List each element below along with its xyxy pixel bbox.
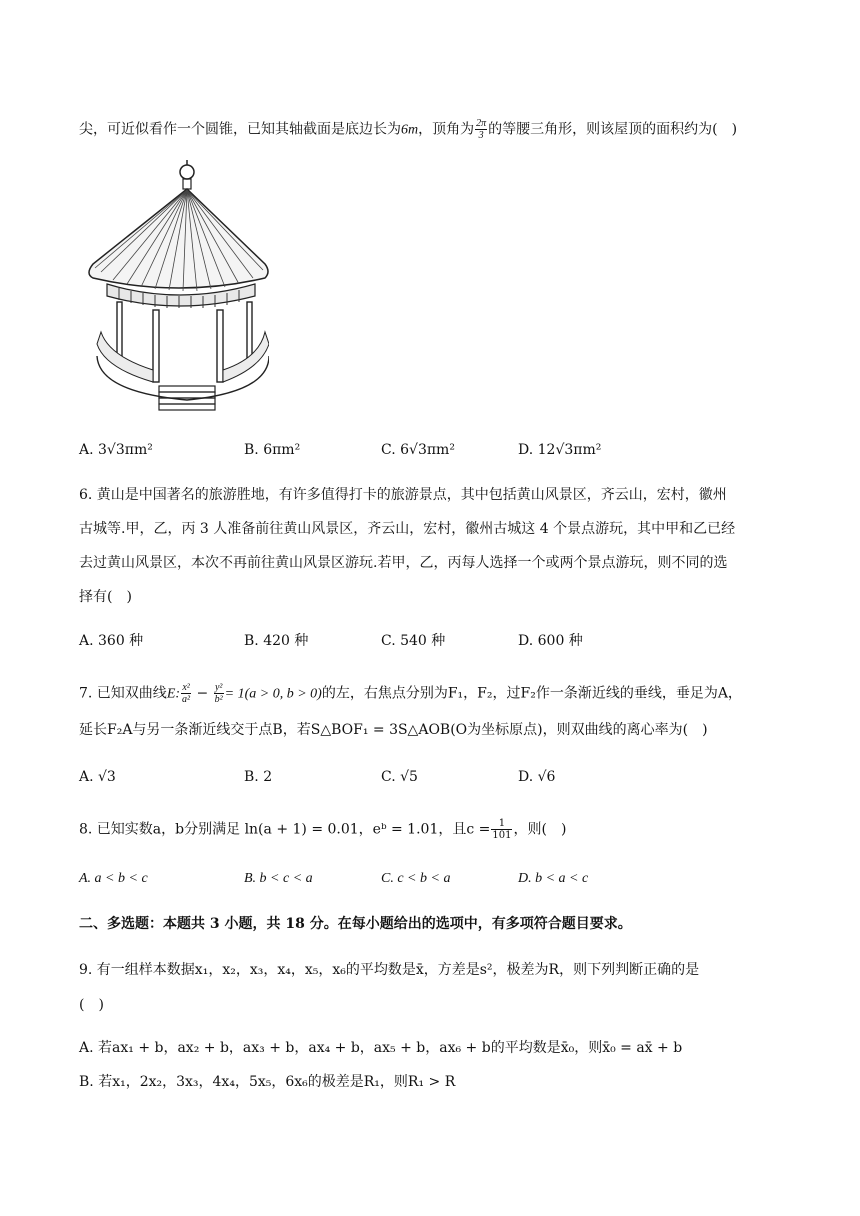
q6-line-4: 择有( ) — [79, 589, 132, 605]
q5-angle-fraction — [475, 118, 487, 141]
q5-option-c: C. 6√3πm² — [381, 442, 455, 458]
q6-line-2: 古城等.甲，乙，丙 3 人准备前往黄山风景区，齐云山，宏村，徽州古城这 4 个景点游玩，其中甲和乙已经 — [79, 521, 736, 537]
q7-option-c: C. √5 — [381, 769, 418, 785]
q8-line-b: ，则( ) — [513, 821, 567, 838]
q7-line-2: 延长F₂A与另一条渐近线交于点B，若S△BOF₁ = 3S△AOB(O为坐标原点)，则双曲线的离心率为( ) — [79, 722, 708, 738]
q5-stem-6m: 6m — [401, 122, 419, 138]
q9-line-1: 9. 有一组样本数据x₁，x₂，x₃，x₄，x₅，x₆的平均数是x̄，方差是s²，极差为R，则下列判断正确的是 — [79, 962, 700, 978]
q7-line-1: 7. 已知双曲线E: $\frac{\text{x²}}{\text{a²}}$ − $\frac{\text{y²}}{\text{b²}}$ = 1(a > 0, b > 0)的左，右焦点分别为F₁，F₂，过F₂作一条渐近线的垂线，垂足为A， — [79, 682, 742, 705]
q6-option-c: C. 540 种 — [381, 633, 446, 649]
q7-option-b: B. 2 — [244, 769, 273, 785]
q5-option-a: A. 3√3πm² — [79, 442, 153, 458]
q5-option-d: D. 12√3πm² — [518, 442, 602, 458]
q8-fraction — [491, 818, 512, 841]
q8-frac-num: 1 — [491, 818, 512, 830]
q8-option-a: A. a < b < c — [79, 871, 148, 886]
q5-frac-num: 2π — [476, 118, 487, 129]
q8-option-d: D. b < a < c — [518, 871, 589, 886]
q7-line1-a: 7. 已知双曲线 — [79, 685, 167, 702]
q8-line-a: 8. 已知实数a，b分别满足 ln(a + 1) = 0.01，eᵇ = 1.01，且c = — [79, 821, 491, 838]
q7-x2: x² — [182, 682, 190, 693]
q9-line-2: ( ) — [79, 997, 104, 1013]
q7-hyperbola-name: E: — [166, 686, 181, 702]
pavilion-illustration-icon — [79, 156, 269, 414]
q6-option-b: B. 420 种 — [244, 633, 309, 649]
q7-equation-rhs: = 1(a > 0, b > 0) — [224, 686, 322, 702]
q7-option-a: A. √3 — [79, 769, 116, 785]
q8-option-c: C. c < b < a — [381, 871, 451, 886]
q7-frac-x — [181, 682, 191, 705]
q5-stem-part1: 尖，可近似看作一个圆锥，已知其轴截面是底边长为 — [79, 121, 401, 138]
q6-option-a: A. 360 种 — [79, 633, 144, 649]
q7-line1-b: 的左，右焦点分别为F₁，F₂，过F₂作一条渐近线的垂线，垂足为A， — [321, 685, 742, 702]
q8-line — [79, 818, 566, 841]
q7-b2: b² — [214, 694, 223, 705]
q8-option-b: B. b < c < a — [244, 871, 313, 886]
q7-y2: y² — [214, 682, 223, 693]
q9-option-a: A. 若ax₁ + b，ax₂ + b，ax₃ + b，ax₄ + b，ax₅ + b，ax₆ + b的平均数是x̄₀，则x̄₀ = ax̄ + b — [79, 1040, 683, 1056]
q7-option-d: D. √6 — [518, 769, 556, 785]
q7-a2: a² — [182, 694, 191, 705]
q5-stem-part2: ，顶角为 — [418, 121, 475, 138]
q7-frac-y — [214, 682, 224, 705]
q5-stem — [79, 118, 737, 141]
q5-frac-den: 3 — [478, 130, 484, 141]
q6-line-1: 6. 黄山是中国著名的旅游胜地，有许多值得打卡的旅游景点，其中包括黄山风景区，齐云山，宏村，徽州 — [79, 487, 727, 503]
q9-option-b: B. 若x₁，2x₂，3x₃，4x₄，5x₅，6x₆的极差是R₁，则R₁ > R — [79, 1074, 456, 1090]
q8-frac-den: 101 — [492, 830, 512, 841]
q6-line-3: 去过黄山风景区，本次不再前往黄山风景区游玩.若甲，乙，丙每人选择一个或两个景点游玩，则不同的选 — [79, 555, 728, 571]
q5-option-b: B. 6πm² — [244, 442, 301, 458]
q5-stem-part3: 的等腰三角形，则该屋顶的面积约为( ) — [488, 121, 738, 138]
section-2-heading: 二、多选题：本题共 3 小题，共 18 分。在每小题给出的选项中，有多项符合题目要求。 — [79, 916, 632, 932]
q6-option-d: D. 600 种 — [518, 633, 583, 649]
